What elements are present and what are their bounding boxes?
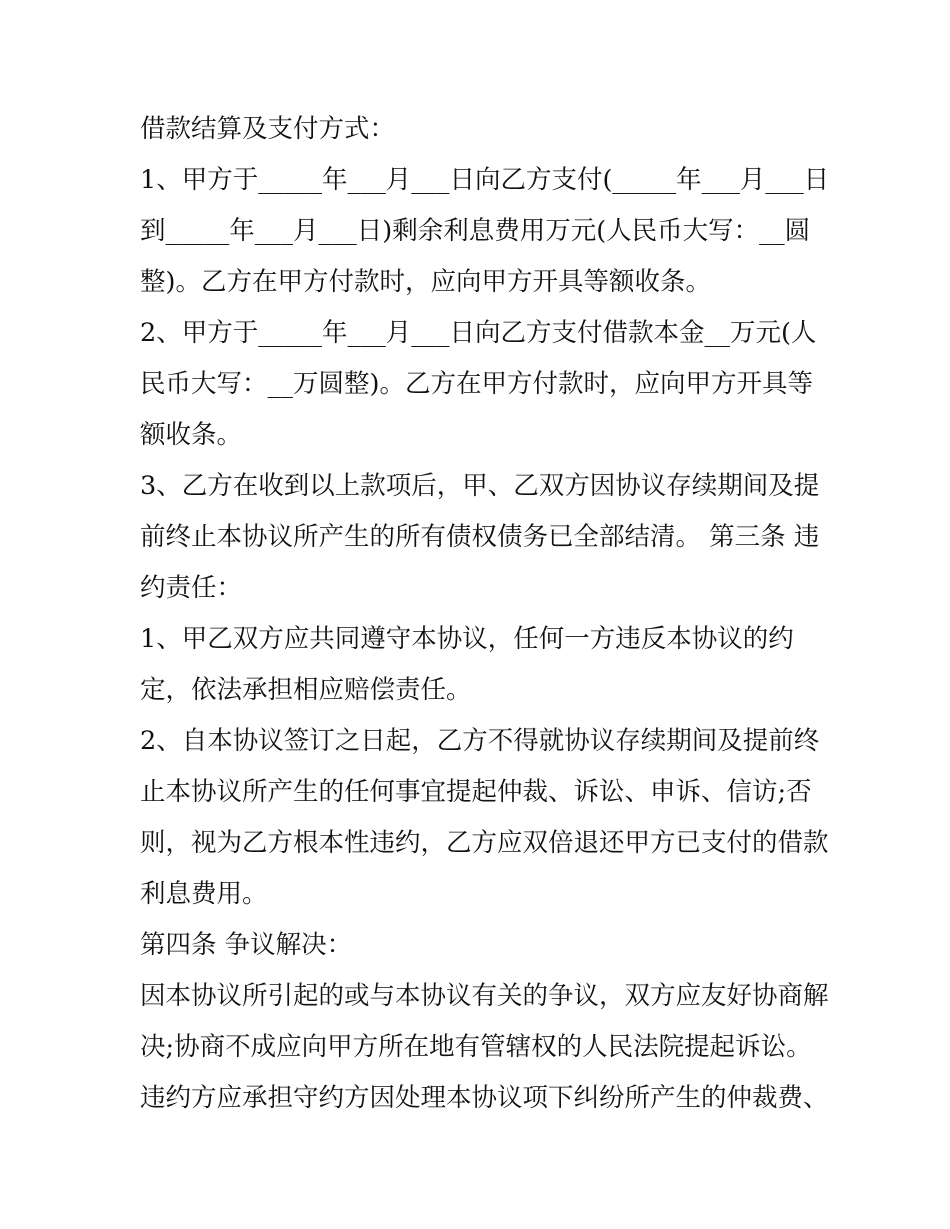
text-line: 违约方应承担守约方因处理本协议项下纠纷所产生的仲裁费、 bbox=[140, 1083, 829, 1113]
section-heading-payment: 借款结算及支付方式： bbox=[140, 114, 396, 144]
text-line: 1、甲方于_____年___月___日向乙方支付(_____年___月___日 bbox=[140, 165, 830, 195]
text-line: 利息费用。 bbox=[140, 879, 268, 909]
text-line: 整)。乙方在甲方付款时，应向甲方开具等额收条。 bbox=[140, 267, 711, 297]
text-line: 到_____年___月___日)剩余利息费用万元(人民币大写：__圆 bbox=[140, 216, 811, 246]
text-line: 则，视为乙方根本性违约，乙方应双倍退还甲方已支付的借款 bbox=[140, 828, 829, 858]
text-line: 前终止本协议所产生的所有债权债务已全部结清。 第三条 违 bbox=[140, 522, 820, 552]
text-line: 因本协议所引起的或与本协议有关的争议，双方应友好协商解 bbox=[140, 981, 829, 1011]
section-heading-dispute: 第四条 争议解决： bbox=[140, 930, 353, 960]
document-body bbox=[140, 104, 830, 1124]
text-line: 额收条。 bbox=[140, 420, 243, 450]
text-line: 决;协商不成应向甲方所在地有管辖权的人民法院提起诉讼。 bbox=[140, 1032, 812, 1062]
text-line: 1、甲乙双方应共同遵守本协议，任何一方违反本协议的约 bbox=[140, 624, 794, 654]
text-line: 2、甲方于_____年___月___日向乙方支付借款本金__万元(人 bbox=[140, 318, 817, 348]
text-line: 约责任： bbox=[140, 573, 243, 603]
text-line: 3、乙方在收到以上款项后，甲、乙双方因协议存续期间及提 bbox=[140, 471, 820, 501]
text-line: 2、自本协议签订之日起，乙方不得就协议存续期间及提前终 bbox=[140, 726, 820, 756]
text-line: 止本协议所产生的任何事宜提起仲裁、诉讼、申诉、信访;否 bbox=[140, 777, 812, 807]
text-line: 定，依法承担相应赔偿责任。 bbox=[140, 675, 472, 705]
text-line: 民币大写：__万圆整)。乙方在甲方付款时，应向甲方开具等 bbox=[140, 369, 813, 399]
